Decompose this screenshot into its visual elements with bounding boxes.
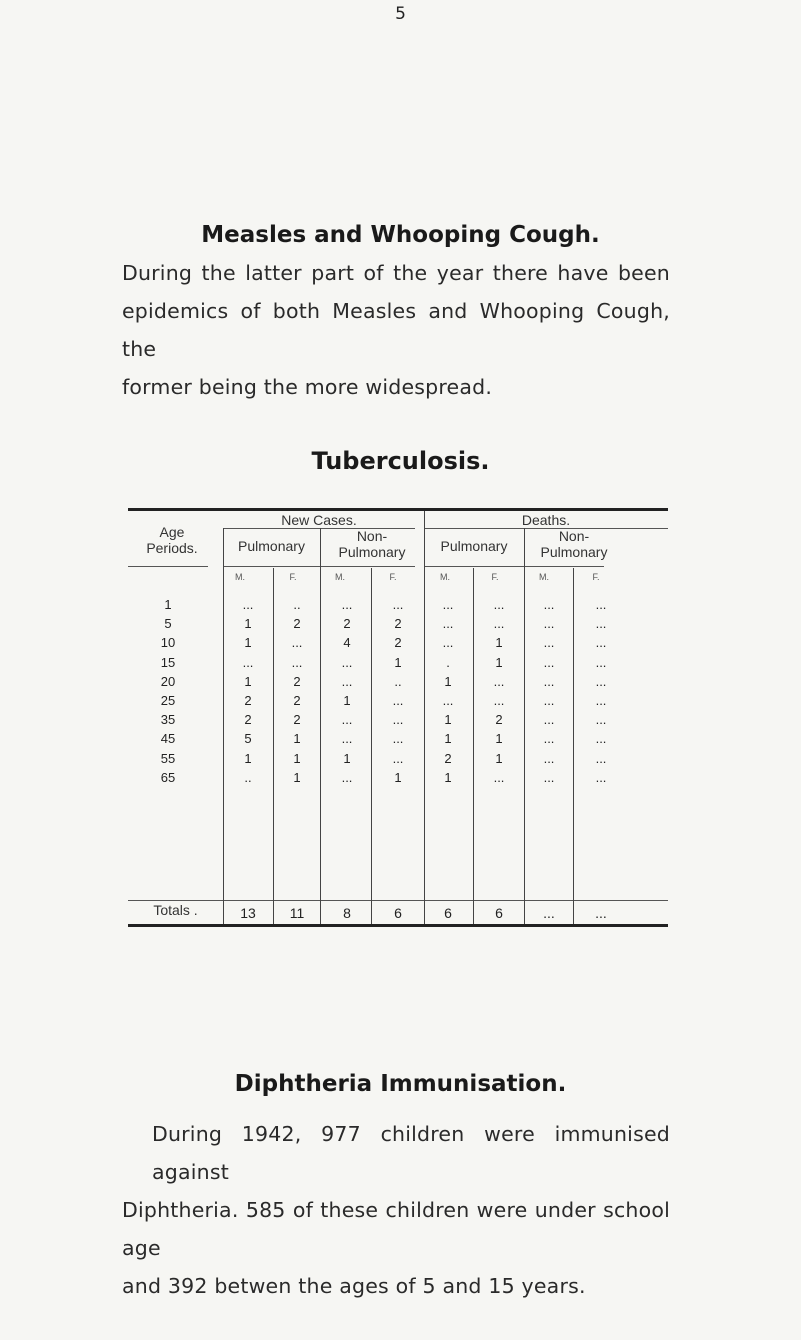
age-period: 1	[164, 597, 172, 612]
table-cell: ...	[341, 597, 353, 612]
table-cell: 2	[394, 635, 402, 651]
table-bottom-rule	[128, 924, 668, 927]
column-line	[573, 568, 574, 924]
diphtheria-paragraph	[122, 1115, 670, 1305]
male-subheader: M.	[335, 572, 345, 582]
table-cell: ...	[595, 635, 607, 651]
table-cell: ...	[543, 654, 555, 670]
table-cell: ...	[493, 769, 505, 785]
table-cell: ...	[595, 769, 607, 785]
table-cell: 1	[343, 693, 351, 708]
column-line	[320, 528, 321, 924]
female-subheader: F.	[491, 572, 499, 582]
age-header: Age Periods.	[146, 524, 198, 556]
text-line: During 1942, 977 children were immunised against	[152, 1122, 670, 1184]
table-cell: ...	[493, 673, 505, 689]
table-cell: 2	[293, 616, 301, 632]
table-cell: 2	[444, 750, 452, 766]
table-cell: ...	[493, 597, 505, 612]
table-cell: ...	[543, 769, 555, 785]
male-subheader: M.	[440, 572, 450, 582]
table-cell: 1	[495, 750, 503, 766]
table-cell: 1	[444, 769, 452, 785]
table-cell: ...	[392, 693, 404, 708]
table-cell: ..	[394, 673, 402, 689]
age-period: 55	[160, 750, 176, 766]
table-cell: 1	[495, 731, 503, 747]
table-cell: 1	[244, 635, 252, 651]
table-cell: ...	[493, 693, 505, 708]
table-cell: ...	[493, 616, 505, 632]
table-cell: 1	[244, 673, 252, 689]
measles-heading: Measles and Whooping Cough.	[201, 222, 600, 248]
female-subheader: F.	[389, 572, 397, 582]
table-cell: ...	[595, 597, 607, 612]
non-pulmonary-header: Non- Pulmonary	[338, 528, 406, 560]
totals-label: Totals .	[153, 902, 198, 918]
table-cell: 2	[244, 712, 252, 728]
male-subheader: M.	[539, 572, 549, 582]
table-cell: 1	[495, 635, 503, 651]
table-cell: 1	[244, 750, 252, 766]
non-pulmonary-header: Non- Pulmonary	[540, 528, 608, 560]
table-cell: ...	[543, 616, 555, 632]
table-cell: 1	[394, 769, 402, 785]
column-line	[473, 568, 474, 924]
total-cell: 6	[444, 905, 452, 921]
table-cell: .	[446, 654, 450, 670]
table-cell: ...	[543, 597, 555, 612]
table-top-rule	[128, 508, 668, 511]
table-cell: ...	[392, 712, 404, 728]
table-cell: 5	[244, 731, 252, 747]
tuberculosis-heading: Tuberculosis.	[311, 447, 490, 475]
female-subheader: F.	[592, 572, 600, 582]
total-cell: ...	[595, 905, 607, 921]
table-cell: ...	[543, 693, 555, 708]
column-line	[371, 568, 372, 924]
table-cell: 1	[444, 673, 452, 689]
table-cell: ...	[543, 750, 555, 766]
male-subheader: M.	[235, 572, 245, 582]
pulmonary-header: Pulmonary	[238, 538, 305, 554]
pulmonary-header: Pulmonary	[440, 538, 508, 554]
total-cell: ...	[543, 905, 555, 921]
age-period: 10	[160, 635, 176, 651]
age-period: 25	[160, 693, 176, 708]
tuberculosis-table	[128, 508, 668, 928]
table-cell: ...	[543, 635, 555, 651]
table-cell: 1	[495, 654, 503, 670]
text-line: During the latter part of the year there have been	[122, 261, 670, 285]
header-bottom-line	[128, 566, 208, 567]
table-cell: 2	[293, 673, 301, 689]
table-cell: ...	[543, 731, 555, 747]
age-period: 65	[160, 769, 176, 785]
table-cell: 1	[293, 769, 301, 785]
table-cell: 4	[343, 635, 351, 651]
header-bottom-line	[223, 566, 415, 567]
table-cell: ...	[341, 731, 353, 747]
text-line: epidemics of both Measles and Whooping Cough, the	[122, 299, 670, 361]
totals-line	[128, 900, 668, 901]
table-cell: 2	[293, 693, 301, 708]
table-cell: 1	[394, 654, 402, 670]
table-cell: ...	[595, 750, 607, 766]
table-cell: ...	[341, 654, 353, 670]
table-cell: ..	[293, 597, 301, 612]
table-cell: 1	[293, 731, 301, 747]
total-cell: 6	[394, 905, 402, 921]
table-cell: 1	[244, 616, 252, 632]
table-cell: ...	[595, 731, 607, 747]
table-cell: ...	[595, 693, 607, 708]
table-cell: ...	[341, 712, 353, 728]
table-cell: ...	[442, 597, 454, 612]
age-period: 20	[160, 673, 176, 689]
table-cell: ...	[291, 635, 303, 651]
table-cell: 2	[244, 693, 252, 708]
table-cell: ...	[341, 673, 353, 689]
table-cell: ...	[242, 597, 254, 612]
table-cell: ...	[543, 712, 555, 728]
new-cases-header: New Cases.	[281, 512, 357, 528]
age-period: 45	[160, 731, 176, 747]
table-cell: ...	[392, 750, 404, 766]
age-period: 35	[160, 712, 176, 728]
total-cell: 13	[240, 905, 256, 921]
table-cell: ...	[341, 769, 353, 785]
page-number: 5	[395, 4, 406, 24]
table-cell: 1	[343, 750, 351, 766]
female-subheader: F.	[289, 572, 297, 582]
measles-paragraph	[122, 254, 670, 406]
table-cell: 2	[394, 616, 402, 632]
age-period: 15	[160, 654, 176, 670]
total-cell: 11	[289, 905, 305, 921]
table-cell: ...	[595, 616, 607, 632]
table-cell: 2	[293, 712, 301, 728]
table-cell: ...	[595, 712, 607, 728]
table-cell: ...	[442, 693, 454, 708]
table-cell: ...	[595, 654, 607, 670]
column-line	[524, 528, 525, 924]
total-cell: 6	[495, 905, 503, 921]
table-cell: ...	[543, 673, 555, 689]
total-cell: 8	[343, 905, 351, 921]
diphtheria-heading: Diphtheria Immunisation.	[234, 1071, 567, 1097]
table-cell: ...	[392, 597, 404, 612]
column-line	[424, 511, 425, 924]
table-cell: ...	[442, 635, 454, 651]
table-cell: ..	[244, 769, 252, 785]
table-cell: 1	[293, 750, 301, 766]
table-cell: ...	[392, 731, 404, 747]
table-cell: ...	[442, 616, 454, 632]
text-line: and 392 betwen the ages of 5 and 15 years.	[122, 1274, 586, 1298]
header-bottom-line	[424, 566, 604, 567]
age-period: 5	[164, 616, 172, 632]
table-cell: 2	[495, 712, 503, 728]
table-cell: 1	[444, 712, 452, 728]
table-cell: ...	[242, 654, 254, 670]
table-cell: ...	[595, 673, 607, 689]
text-line: Diphtheria. 585 of these children were under school age	[122, 1198, 670, 1260]
column-line	[223, 528, 224, 924]
column-line	[273, 568, 274, 924]
table-cell: 1	[444, 731, 452, 747]
text-line: former being the more widespread.	[122, 375, 493, 399]
table-cell: ...	[291, 654, 303, 670]
deaths-header: Deaths.	[521, 512, 571, 528]
table-cell: 2	[343, 616, 351, 632]
